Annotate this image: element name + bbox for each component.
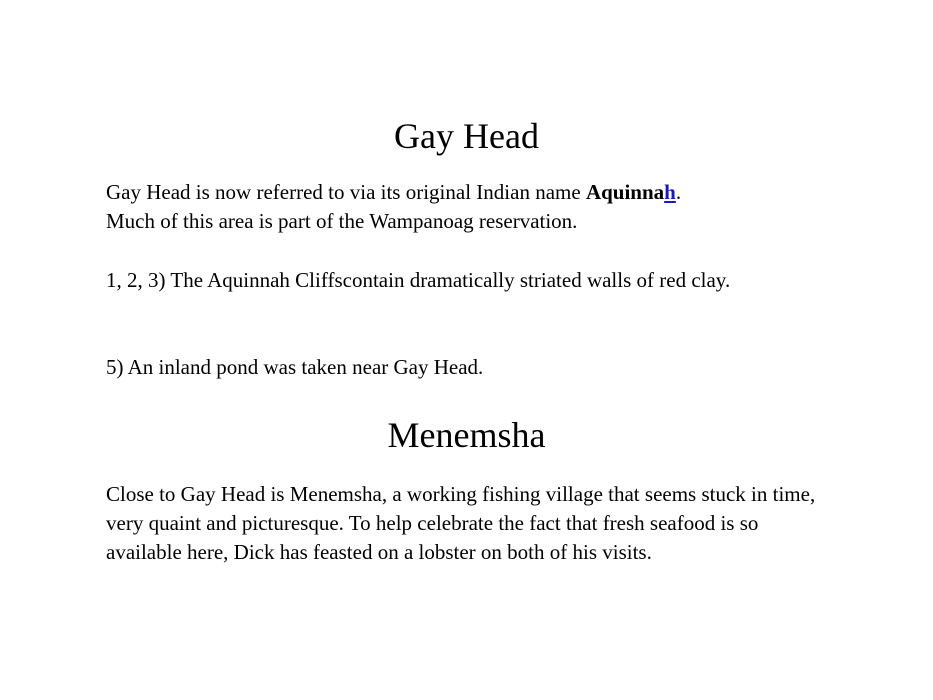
intro-paragraph bbox=[106, 178, 826, 236]
aquinnah-bold-name: Aquinna bbox=[585, 180, 665, 204]
intro-period: . bbox=[675, 180, 682, 204]
cliffs-paragraph: 1, 2, 3) The Aquinnah Cliffscontain dramatically striated walls of red clay. bbox=[106, 268, 731, 292]
intro-text: Gay Head is now referred to via its original Indian name bbox=[106, 180, 586, 204]
heading-menemsha: Menemsha bbox=[387, 415, 546, 455]
heading-gay-head: Gay Head bbox=[394, 116, 539, 156]
pond-paragraph: 5) An inland pond was taken near Gay Head. bbox=[106, 355, 484, 379]
menemsha-paragraph: Close to Gay Head is Menemsha, a working fishing village that seems stuck in time, very quaint and picturesque. To help celebrate the fact that fresh seafood is so available here, Dick has feasted on a lobster on both of his visits. bbox=[106, 482, 816, 564]
intro-text-line2: Much of this area is part of the Wampanoag reservation. bbox=[106, 209, 578, 233]
aquinnah-link[interactable]: h bbox=[664, 180, 676, 204]
